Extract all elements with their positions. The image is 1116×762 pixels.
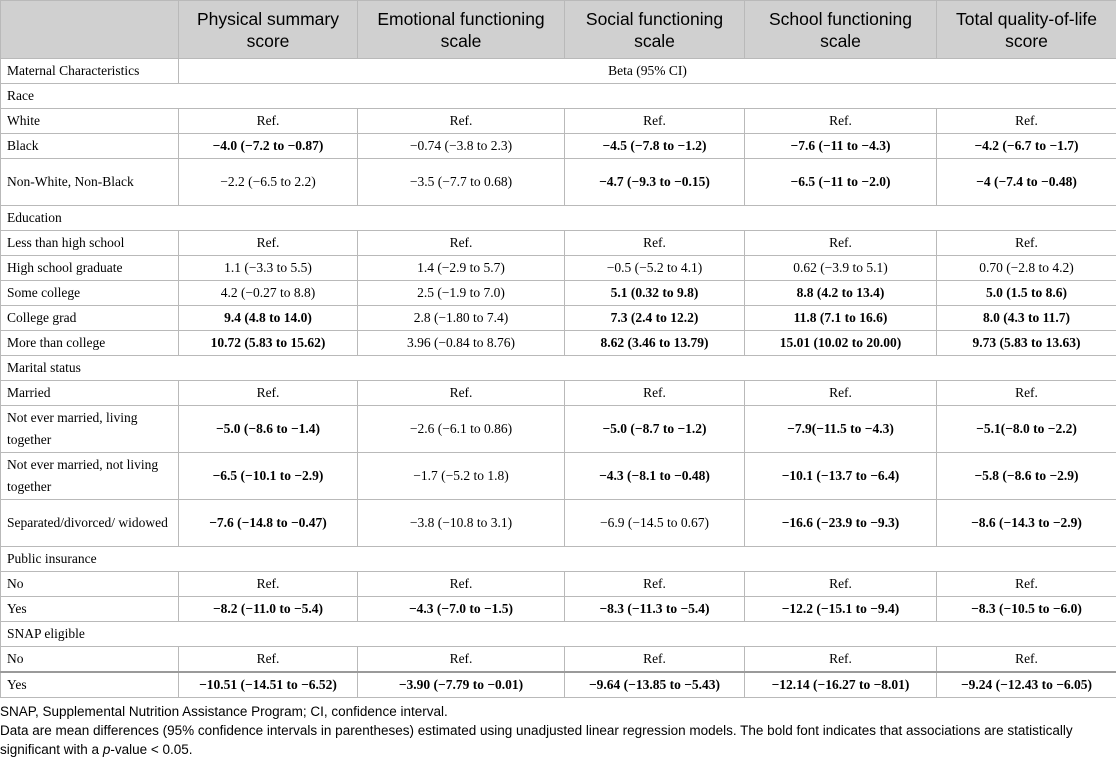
value-cell: 9.73 (5.83 to 13.63): [937, 331, 1116, 356]
table-row: [1, 109, 1116, 134]
value-cell: −16.6 (−23.9 to −9.3): [745, 500, 937, 547]
value-cell: −1.7 (−5.2 to 1.8): [358, 453, 565, 500]
value-cell: 5.1 (0.32 to 9.8): [565, 281, 745, 306]
value-cell: 9.4 (4.8 to 14.0): [179, 306, 358, 331]
value-cell: −7.6 (−11 to −4.3): [745, 134, 937, 159]
value-cell: −0.74 (−3.8 to 2.3): [358, 134, 565, 159]
value-cell: −3.8 (−10.8 to 3.1): [358, 500, 565, 547]
header-blank: [1, 1, 179, 59]
value-cell: Ref.: [179, 109, 358, 134]
section-title: Public insurance: [1, 547, 1116, 572]
row-label: Not ever married, not living together: [1, 453, 179, 500]
value-cell: Ref.: [937, 572, 1116, 597]
table-row: [1, 647, 1116, 673]
value-cell: 7.3 (2.4 to 12.2): [565, 306, 745, 331]
value-cell: −7.6 (−14.8 to −0.47): [179, 500, 358, 547]
row-label: No: [1, 572, 179, 597]
value-cell: −5.0 (−8.6 to −1.4): [179, 406, 358, 453]
value-cell: −8.3 (−11.3 to −5.4): [565, 597, 745, 622]
value-cell: Ref.: [745, 572, 937, 597]
value-cell: 2.8 (−1.80 to 7.4): [358, 306, 565, 331]
section-row: [1, 206, 1116, 231]
value-cell: 5.0 (1.5 to 8.6): [937, 281, 1116, 306]
value-cell: 3.96 (−0.84 to 8.76): [358, 331, 565, 356]
value-cell: −2.2 (−6.5 to 2.2): [179, 159, 358, 206]
table-row: [1, 672, 1116, 698]
value-cell: −5.8 (−8.6 to −2.9): [937, 453, 1116, 500]
section-title: Race: [1, 84, 1116, 109]
table-row: [1, 406, 1116, 453]
table-row: [1, 134, 1116, 159]
section-title: Education: [1, 206, 1116, 231]
table-row: [1, 256, 1116, 281]
value-cell: −4.2 (−6.7 to −1.7): [937, 134, 1116, 159]
value-cell: 1.4 (−2.9 to 5.7): [358, 256, 565, 281]
value-cell: Ref.: [565, 381, 745, 406]
row-label: Separated/divorced/ widowed: [1, 500, 179, 547]
table-row: [1, 597, 1116, 622]
row-label: Yes: [1, 672, 179, 698]
value-cell: 8.62 (3.46 to 13.79): [565, 331, 745, 356]
value-cell: Ref.: [565, 647, 745, 673]
table-row: [1, 306, 1116, 331]
section-row: [1, 622, 1116, 647]
header-row: [1, 1, 1116, 59]
value-cell: −2.6 (−6.1 to 0.86): [358, 406, 565, 453]
row-label: Less than high school: [1, 231, 179, 256]
value-cell: Ref.: [937, 381, 1116, 406]
value-cell: Ref.: [179, 572, 358, 597]
value-cell: −5.1(−8.0 to −2.2): [937, 406, 1116, 453]
value-cell: Ref.: [358, 647, 565, 673]
col-header: Total quality-of-life score: [937, 1, 1116, 59]
notes-desc-a: Data are mean differences (95% confidence intervals in parentheses) estimated using unadjusted linear regression models. The bold font indicates that associations are statistically significant with a: [0, 723, 1073, 757]
col-header: Physical summary score: [179, 1, 358, 59]
value-cell: 15.01 (10.02 to 20.00): [745, 331, 937, 356]
value-cell: −6.9 (−14.5 to 0.67): [565, 500, 745, 547]
value-cell: −8.2 (−11.0 to −5.4): [179, 597, 358, 622]
value-cell: 1.1 (−3.3 to 5.5): [179, 256, 358, 281]
value-cell: Ref.: [179, 381, 358, 406]
col-header: Social functioning scale: [565, 1, 745, 59]
section-row: [1, 356, 1116, 381]
value-cell: 4.2 (−0.27 to 8.8): [179, 281, 358, 306]
row-label: Some college: [1, 281, 179, 306]
value-cell: −4 (−7.4 to −0.48): [937, 159, 1116, 206]
col-header: Emotional functioning scale: [358, 1, 565, 59]
value-cell: Ref.: [937, 109, 1116, 134]
row-label: Black: [1, 134, 179, 159]
value-cell: −9.24 (−12.43 to −6.05): [937, 672, 1116, 698]
value-cell: Ref.: [745, 231, 937, 256]
row-label: Married: [1, 381, 179, 406]
row-label: White: [1, 109, 179, 134]
section-row: [1, 84, 1116, 109]
value-cell: −3.90 (−7.79 to −0.01): [358, 672, 565, 698]
value-cell: −3.5 (−7.7 to 0.68): [358, 159, 565, 206]
value-cell: 8.0 (4.3 to 11.7): [937, 306, 1116, 331]
row-label: No: [1, 647, 179, 673]
table-row: [1, 159, 1116, 206]
value-cell: Ref.: [565, 572, 745, 597]
value-cell: −5.0 (−8.7 to −1.2): [565, 406, 745, 453]
notes-description: [0, 721, 1116, 759]
value-cell: −4.3 (−8.1 to −0.48): [565, 453, 745, 500]
value-cell: Ref.: [745, 647, 937, 673]
value-cell: −4.5 (−7.8 to −1.2): [565, 134, 745, 159]
table-row: [1, 572, 1116, 597]
section-title: Marital status: [1, 356, 1116, 381]
table-row: [1, 381, 1116, 406]
value-cell: −12.14 (−16.27 to −8.01): [745, 672, 937, 698]
value-cell: Ref.: [937, 231, 1116, 256]
subheader-row: [1, 59, 1116, 84]
subheader-value: Beta (95% CI): [179, 59, 1116, 84]
value-cell: −8.6 (−14.3 to −2.9): [937, 500, 1116, 547]
value-cell: 2.5 (−1.9 to 7.0): [358, 281, 565, 306]
value-cell: 11.8 (7.1 to 16.6): [745, 306, 937, 331]
notes-desc-b: -value < 0.05.: [110, 742, 193, 757]
value-cell: −0.5 (−5.2 to 4.1): [565, 256, 745, 281]
row-label: Not ever married, living together: [1, 406, 179, 453]
value-cell: Ref.: [565, 231, 745, 256]
row-label: More than college: [1, 331, 179, 356]
value-cell: 10.72 (5.83 to 15.62): [179, 331, 358, 356]
table-notes: [0, 702, 1116, 759]
value-cell: Ref.: [937, 647, 1116, 673]
table-row: [1, 453, 1116, 500]
value-cell: −10.51 (−14.51 to −6.52): [179, 672, 358, 698]
value-cell: −8.3 (−10.5 to −6.0): [937, 597, 1116, 622]
row-label: Yes: [1, 597, 179, 622]
subheader-label: Maternal Characteristics: [1, 59, 179, 84]
value-cell: Ref.: [358, 381, 565, 406]
row-label: High school graduate: [1, 256, 179, 281]
value-cell: −4.3 (−7.0 to −1.5): [358, 597, 565, 622]
col-header: School functioning scale: [745, 1, 937, 59]
value-cell: Ref.: [358, 231, 565, 256]
value-cell: 0.62 (−3.9 to 5.1): [745, 256, 937, 281]
value-cell: 8.8 (4.2 to 13.4): [745, 281, 937, 306]
section-row: [1, 547, 1116, 572]
value-cell: Ref.: [358, 572, 565, 597]
table-row: [1, 231, 1116, 256]
value-cell: −4.7 (−9.3 to −0.15): [565, 159, 745, 206]
table-row: [1, 281, 1116, 306]
row-label: Non-White, Non-Black: [1, 159, 179, 206]
notes-desc-p: p: [102, 742, 111, 757]
value-cell: Ref.: [745, 109, 937, 134]
value-cell: −6.5 (−10.1 to −2.9): [179, 453, 358, 500]
value-cell: −12.2 (−15.1 to −9.4): [745, 597, 937, 622]
value-cell: −9.64 (−13.85 to −5.43): [565, 672, 745, 698]
notes-abbreviations: SNAP, Supplemental Nutrition Assistance Program; CI, confidence interval.: [0, 704, 448, 719]
value-cell: −7.9(−11.5 to −4.3): [745, 406, 937, 453]
value-cell: 0.70 (−2.8 to 4.2): [937, 256, 1116, 281]
table-row: [1, 331, 1116, 356]
value-cell: Ref.: [565, 109, 745, 134]
value-cell: Ref.: [179, 647, 358, 673]
value-cell: Ref.: [179, 231, 358, 256]
value-cell: −4.0 (−7.2 to −0.87): [179, 134, 358, 159]
section-title: SNAP eligible: [1, 622, 1116, 647]
value-cell: −6.5 (−11 to −2.0): [745, 159, 937, 206]
table-row: [1, 500, 1116, 547]
value-cell: −10.1 (−13.7 to −6.4): [745, 453, 937, 500]
value-cell: Ref.: [358, 109, 565, 134]
row-label: College grad: [1, 306, 179, 331]
value-cell: Ref.: [745, 381, 937, 406]
